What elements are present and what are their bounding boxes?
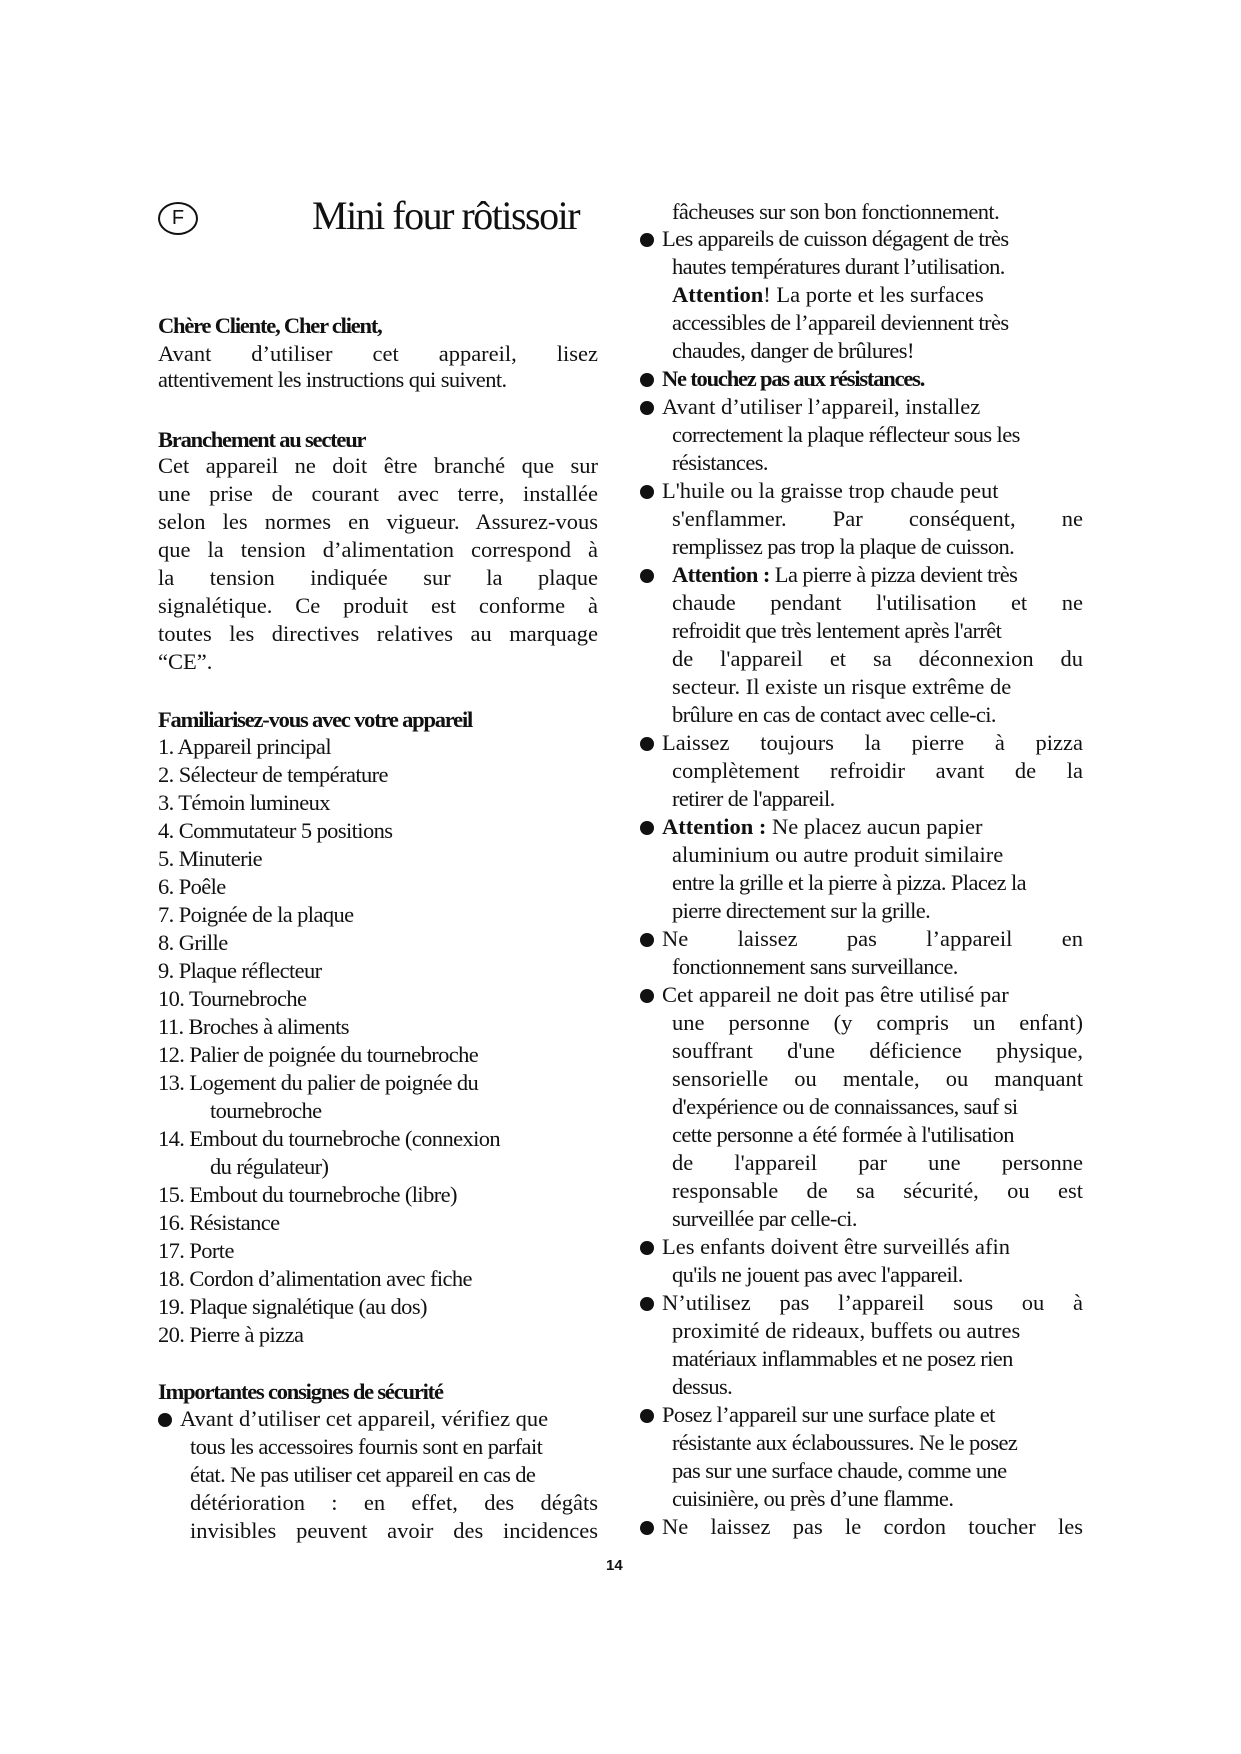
intro-heading: Chère Cliente, Cher client, (158, 313, 382, 338)
section-heading-branchement: Branchement au secteur (158, 427, 366, 452)
paragraph-line: pas sur une surface chaude, comme une (672, 1458, 1007, 1483)
paragraph-line: L'huile ou la graisse trop chaude peut (662, 478, 999, 503)
list-item: 1. Appareil principal (158, 734, 331, 759)
paragraph-line: invisibles peuvent avoir des incidences (190, 1518, 598, 1543)
list-item: 19. Plaque signalétique (au dos) (158, 1294, 427, 1319)
bullet-icon (640, 933, 654, 947)
paragraph-line: sensorielle ou mentale, ou manquant (672, 1066, 1083, 1091)
paragraph-line: refroidit que très lentement après l'arrêt (672, 618, 1002, 643)
paragraph-line: dessus. (672, 1374, 733, 1399)
list-item: 13. Logement du palier de poignée du (158, 1070, 479, 1095)
paragraph-line: brûlure en cas de contact avec celle-ci. (672, 702, 996, 727)
bullet-icon (640, 233, 654, 247)
paragraph-line: Posez l’appareil sur une surface plate et (662, 1402, 995, 1427)
list-item: 6. Poêle (158, 874, 226, 899)
paragraph-line: chaudes, danger de brûlures! (672, 338, 914, 363)
bullet-icon (640, 1409, 654, 1423)
paragraph-line: s'enflammer. Par conséquent, ne (672, 506, 1083, 531)
list-item: 3. Témoin lumineux (158, 790, 330, 815)
paragraph-line: “CE”. (158, 649, 213, 674)
list-item: 12. Palier de poignée du tournebroche (158, 1042, 479, 1067)
paragraph-line: d'expérience ou de connaissances, sauf si (672, 1094, 1018, 1119)
paragraph-line: hautes températures durant l’utilisation. (672, 254, 1005, 279)
paragraph-line: matériaux inflammables et ne posez rien (672, 1346, 1013, 1371)
paragraph-line: fonctionnement sans surveillance. (672, 954, 958, 979)
list-item: 7. Poignée de la plaque (158, 902, 354, 927)
paragraph-line: surveillée par celle-ci. (672, 1206, 857, 1231)
paragraph-line (672, 561, 1017, 589)
paragraph-line: Ne laissez pas le cordon toucher les (662, 1514, 1083, 1539)
paragraph-line: une personne (y compris un enfant) (672, 1010, 1083, 1035)
paragraph-line: Ne laissez pas l’appareil en (662, 926, 1083, 951)
paragraph-line: de l'appareil par une personne (672, 1150, 1083, 1175)
attention-label: Attention : (662, 814, 767, 839)
paragraph-line: chaude pendant l'utilisation et ne (672, 590, 1083, 615)
paragraph-line: pierre directement sur la grille. (672, 898, 931, 923)
paragraph-line: aluminium ou autre produit similaire (672, 842, 1004, 867)
paragraph-line: Les enfants doivent être surveillés afin (662, 1234, 1011, 1259)
attention-label: Attention : (672, 562, 770, 587)
list-item: 15. Embout du tournebroche (libre) (158, 1182, 457, 1207)
paragraph-line: retirer de l'appareil. (672, 786, 835, 811)
list-item: 14. Embout du tournebroche (connexion (158, 1126, 501, 1151)
bullet-icon (640, 1241, 654, 1255)
paragraph-line: Avant d’utiliser l’appareil, installez (662, 394, 981, 419)
paragraph-line: cuisinière, ou près d’une flamme. (672, 1486, 954, 1511)
bullet-icon (640, 373, 654, 387)
paragraph-line: détérioration : en effet, des dégâts (190, 1490, 598, 1515)
paragraph-line: attentivement les instructions qui suivent. (158, 367, 507, 392)
paragraph-line (662, 813, 982, 841)
bullet-icon (640, 1297, 654, 1311)
paragraph-line: proximité de rideaux, buffets ou autres (672, 1318, 1021, 1343)
list-item-continuation: tournebroche (210, 1098, 322, 1123)
page-number: 14 (606, 1557, 623, 1574)
list-item: 4. Commutateur 5 positions (158, 818, 393, 843)
list-item: 9. Plaque réflecteur (158, 958, 322, 983)
paragraph-line: de l'appareil et sa déconnexion du (672, 646, 1083, 671)
list-item: 20. Pierre à pizza (158, 1322, 304, 1347)
paragraph-line: qu'ils ne jouent pas avec l'appareil. (672, 1262, 963, 1287)
section-heading-consignes: Importantes consignes de sécurité (158, 1379, 443, 1404)
attention-text: La pierre à pizza devient très (774, 562, 1018, 587)
list-item: 5. Minuterie (158, 846, 263, 871)
attention-text: Ne placez aucun papier (771, 814, 983, 839)
paragraph-line: fâcheuses sur son bon fonctionnement. (672, 199, 1000, 224)
bullet-icon (640, 1521, 654, 1535)
paragraph-line: accessibles de l’appareil deviennent très (672, 310, 1009, 335)
list-item: 18. Cordon d’alimentation avec fiche (158, 1266, 472, 1291)
attention-label: Attention (672, 282, 764, 307)
bullet-icon (640, 821, 654, 835)
paragraph-line: Avant d’utiliser cet appareil, vérifiez que (180, 1406, 549, 1431)
bullet-icon (640, 569, 654, 583)
paragraph-line: Avant d’utiliser cet appareil, lisez (158, 341, 598, 366)
paragraph-line: souffrant d'une déficience physique, (672, 1038, 1083, 1063)
paragraph-line: secteur. Il existe un risque extrême de (672, 674, 1012, 699)
bullet-icon (158, 1413, 172, 1427)
paragraph-line: signalétique. Ce produit est conforme à (158, 593, 598, 618)
paragraph-line: entre la grille et la pierre à pizza. Placez la (672, 870, 1027, 895)
paragraph-line: résistances. (672, 450, 768, 475)
paragraph-line: la tension indiquée sur la plaque (158, 565, 598, 590)
paragraph-line: complètement refroidir avant de la (672, 758, 1083, 783)
paragraph-line: toutes les directives relatives au marquage (158, 621, 598, 646)
paragraph-line: Laissez toujours la pierre à pizza (662, 730, 1083, 755)
paragraph-line: une prise de courant avec terre, installée (158, 481, 598, 506)
page-title: Mini four rôtissoir (312, 193, 580, 238)
language-badge: F (158, 202, 198, 235)
bullet-icon (640, 485, 654, 499)
bullet-icon (640, 989, 654, 1003)
paragraph-line: correctement la plaque réflecteur sous les (672, 422, 1020, 447)
list-item: 16. Résistance (158, 1210, 280, 1235)
paragraph-line: remplissez pas trop la plaque de cuisson. (672, 534, 1015, 559)
paragraph-line: Cet appareil ne doit être branché que sur (158, 453, 598, 478)
paragraph-line: Les appareils de cuisson dégagent de très (662, 226, 1009, 251)
bullet-icon (640, 401, 654, 415)
list-item: 8. Grille (158, 930, 228, 955)
paragraph-line: cette personne a été formée à l'utilisation (672, 1122, 1014, 1147)
paragraph-line: tous les accessoires fournis sont en parfait (190, 1434, 543, 1459)
list-item: 2. Sélecteur de température (158, 762, 388, 787)
paragraph-line: que la tension d’alimentation correspond à (158, 537, 598, 562)
list-item-continuation: du régulateur) (210, 1154, 329, 1179)
attention-text: ! La porte et les surfaces (763, 282, 984, 307)
bullet-icon (640, 737, 654, 751)
paragraph-line: N’utilisez pas l’appareil sous ou à (662, 1290, 1083, 1315)
paragraph-line: état. Ne pas utiliser cet appareil en cas de (190, 1462, 536, 1487)
paragraph-line: responsable de sa sécurité, ou est (672, 1178, 1083, 1203)
list-item: 17. Porte (158, 1238, 234, 1263)
paragraph-line: selon les normes en vigueur. Assurez-vous (158, 509, 598, 534)
paragraph-line (672, 281, 984, 309)
list-item: 10. Tournebroche (158, 986, 307, 1011)
section-heading-familiarisez: Familiarisez-vous avec votre appareil (158, 707, 473, 732)
paragraph-line: résistante aux éclaboussures. Ne le posez (672, 1430, 1018, 1455)
warning-heading: Ne touchez pas aux résistances. (662, 366, 925, 391)
list-item: 11. Broches à aliments (158, 1014, 349, 1039)
paragraph-line: Cet appareil ne doit pas être utilisé par (662, 982, 1009, 1007)
